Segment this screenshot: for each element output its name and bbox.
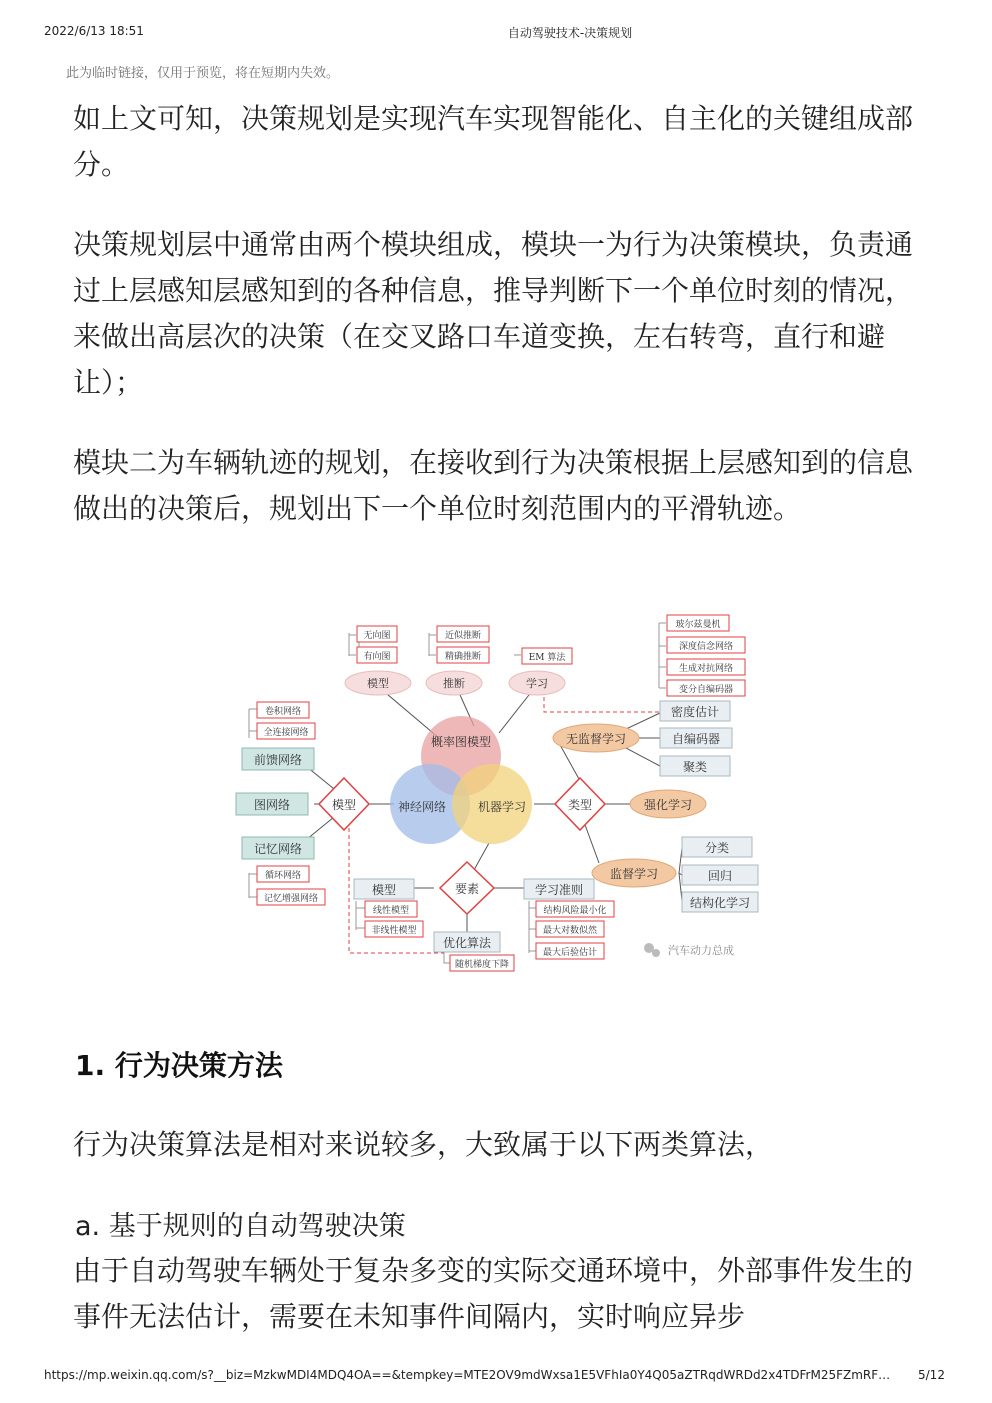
item-mle: 最大对数似然	[542, 926, 598, 936]
wechat-icon	[644, 943, 660, 957]
model-diamond: 模型	[331, 798, 357, 812]
venn-label-pgm: 概率图模型	[430, 735, 492, 749]
subheading-rule-based: a. 基于规则的自动驾驶决策	[75, 1211, 406, 1242]
reinforcement-learning-node: 强化学习	[643, 798, 693, 812]
type-diamond: 类型	[567, 798, 593, 812]
item-undirected-graph: 无向图	[363, 631, 391, 641]
item-approx-inference: 近似推断	[444, 631, 482, 641]
item-gan: 生成对抗网络	[678, 664, 734, 674]
venn-label-nn: 神经网络	[397, 800, 447, 814]
unsup-item-clustering: 聚类	[682, 760, 708, 774]
nn-type-memory: 记忆网络	[253, 842, 303, 856]
top-node-model: 模型	[367, 677, 389, 690]
element-optimizer-box: 优化算法	[442, 936, 492, 950]
footer-url: https://mp.weixin.qq.com/s?__biz=MzkwMDI4MDQ4OA==&tempkey=MTE2OV9mdWxsa1E5VFhIa0Y4Q05aZTRqdWRDd2x4TDFrM25FZmRF…	[44, 1368, 891, 1382]
header-date: 2022/6/13 18:51	[44, 24, 144, 38]
item-dbn: 深度信念网络	[678, 642, 734, 652]
ml-concept-diagram	[224, 608, 764, 978]
item-fc-net: 全连接网络	[263, 728, 309, 738]
item-em-algorithm: EM 算法	[528, 653, 566, 663]
item-sgd: 随机梯度下降	[454, 960, 510, 970]
item-memory-aug-net: 记忆增强网络	[263, 894, 319, 904]
header-title: 自动驾驶技术-决策规划	[507, 26, 633, 40]
item-exact-inference: 精确推断	[444, 652, 482, 662]
nn-type-feedforward: 前馈网络	[253, 753, 303, 767]
item-recurrent-net: 循环网络	[264, 871, 302, 881]
section-heading: 1. 行为决策方法	[75, 1049, 283, 1082]
item-srm: 结构风险最小化	[543, 906, 607, 916]
item-conv-net: 卷积网络	[264, 707, 302, 717]
item-vae: 变分自编码器	[678, 685, 734, 695]
supervised-learning-node: 监督学习	[609, 867, 659, 881]
item-linear-model: 线性模型	[372, 906, 410, 916]
element-model-box: 模型	[371, 883, 397, 897]
paragraph-trajectory: 模块二为车辆轨迹的规划，在接收到行为决策根据上层感知到的信息做出的决策后，规划出下一个单位时刻范围内的平滑轨迹。	[73, 446, 914, 525]
elements-diamond: 要素	[454, 882, 480, 896]
sup-item-structured: 结构化学习	[689, 896, 751, 910]
venn-label-ml: 机器学习	[477, 800, 527, 814]
sup-item-regression: 回归	[707, 869, 733, 883]
footer-page-number: 5/12	[918, 1368, 945, 1382]
temporary-link-notice: 此为临时链接，仅用于预览，将在短期内失效。	[66, 66, 340, 81]
sup-item-classification: 分类	[704, 841, 730, 855]
unsupervised-learning-node: 无监督学习	[565, 732, 627, 746]
paragraph-modules: 决策规划层中通常由两个模块组成，模块一为行为决策模块，负责通过上层感知层感知到的各种信息，推导判断下一个单位时刻的情况，来做出高层次的决策（在交叉路口车道变换，左右转弯，直行和避让）；	[73, 228, 914, 399]
element-criterion-box: 学习准则	[534, 883, 584, 897]
top-node-learning: 学习	[526, 677, 548, 690]
unsup-item-density: 密度估计	[670, 705, 720, 719]
top-node-inference: 推断	[443, 677, 465, 690]
nn-type-graph: 图网络	[253, 798, 291, 812]
body-text: 由于自动驾驶车辆处于复杂多变的实际交通环境中，外部事件发生的事件无法估计，需要在未知事件间隔内，实时响应异步	[73, 1254, 914, 1333]
item-nonlinear-model: 非线性模型	[371, 926, 417, 936]
section-intro: 行为决策算法是相对来说较多，大致属于以下两类算法，	[73, 1128, 774, 1161]
diagram-watermark: 汽车动力总成	[668, 944, 734, 957]
item-directed-graph: 有向图	[363, 652, 391, 662]
item-boltzmann: 玻尔兹曼机	[675, 620, 721, 630]
paragraph-intro: 如上文可知，决策规划是实现汽车实现智能化、自主化的关键组成部分。	[73, 102, 914, 181]
item-map: 最大后验估计	[542, 948, 598, 958]
unsup-item-autoencoder: 自编码器	[671, 732, 721, 746]
